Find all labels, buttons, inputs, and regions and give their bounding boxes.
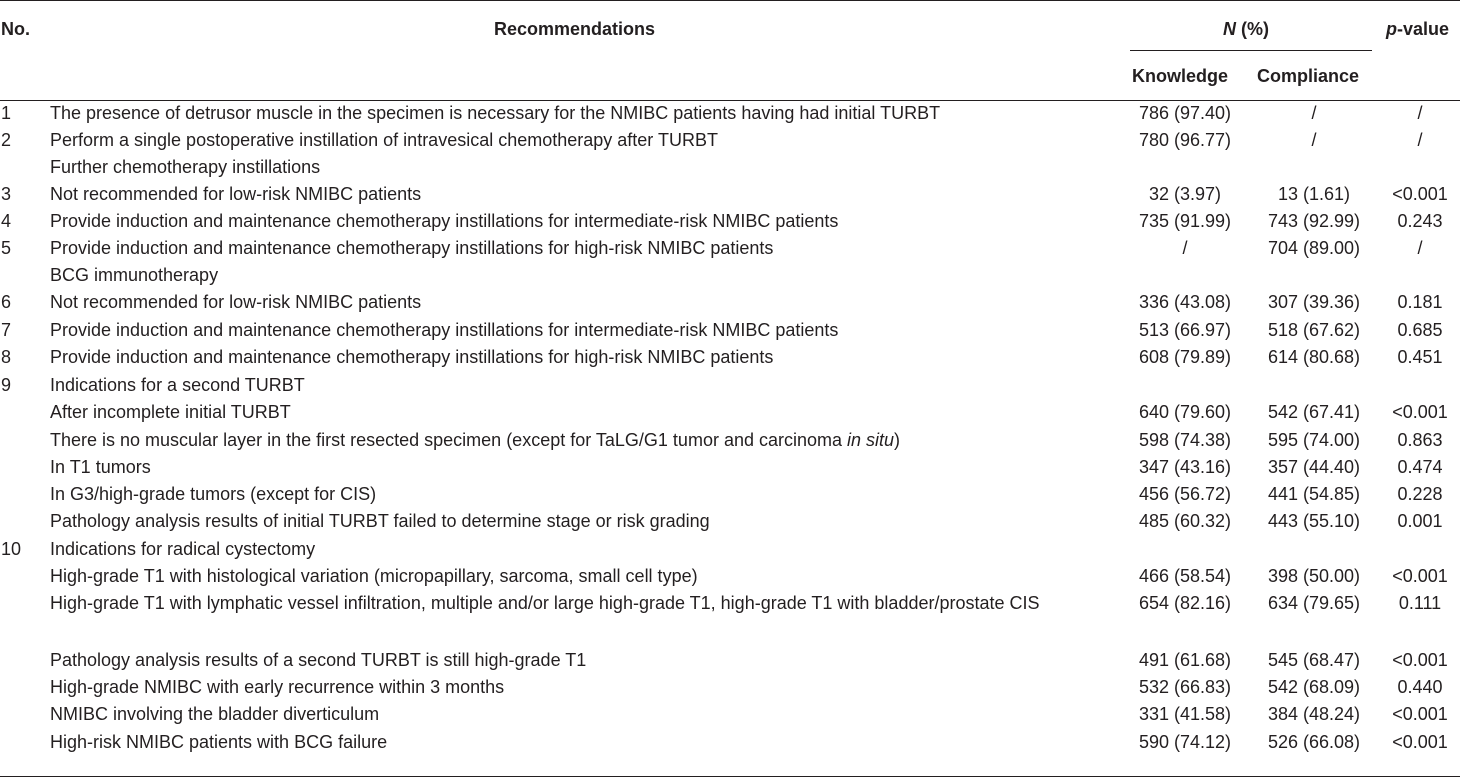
header-n-rest: (%) [1236,19,1269,39]
row-recommendation: Provide induction and maintenance chemotherapy instillations for intermediate-risk NMIBC patients [50,320,839,340]
knowledge-value: 491 (61.68) [1138,650,1232,670]
knowledge-value: 598 (74.38) [1138,430,1232,450]
row-recommendation: High-risk NMIBC patients with BCG failure [50,732,388,752]
knowledge-value: 654 (82.16) [1138,593,1232,613]
compliance-value: 743 (92.99) [1267,211,1361,231]
header-n-italic: N [1223,19,1236,39]
knowledge-value: 786 (97.40) [1138,103,1232,123]
table-row [0,289,1460,315]
row-number: 1 [1,103,12,123]
knowledge-value: 590 (74.12) [1138,732,1232,752]
bottom-rule [0,776,1460,777]
p-value: <0.001 [1392,650,1448,670]
header-compliance: Compliance [1257,66,1360,86]
compliance-value: 441 (54.85) [1267,484,1361,504]
p-value: 0.474 [1397,457,1443,477]
row-recommendation: High-grade T1 with histological variation (micropapillary, sarcoma, small cell type) [50,566,698,586]
compliance-value: 542 (68.09) [1267,677,1361,697]
p-value: <0.001 [1392,402,1448,422]
p-value: 0.863 [1397,430,1443,450]
knowledge-value: 608 (79.89) [1138,347,1232,367]
row-recommendation: Not recommended for low-risk NMIBC patients [50,184,422,204]
compliance-value: 634 (79.65) [1267,593,1361,613]
table-row [0,481,1460,507]
n-group-rule [1130,50,1372,51]
table-row [0,372,1460,398]
knowledge-value: / [1182,238,1188,258]
compliance-value: 614 (80.68) [1267,347,1361,367]
table-row [0,674,1460,700]
p-value: 0.451 [1397,347,1443,367]
compliance-value: 518 (67.62) [1267,320,1361,340]
knowledge-value: 336 (43.08) [1138,292,1232,312]
table-row [0,590,1460,642]
knowledge-value: 331 (41.58) [1138,704,1232,724]
row-recommendation: In T1 tumors [50,457,151,477]
table-row [0,701,1460,727]
compliance-value: 13 (1.61) [1277,184,1351,204]
header-p-value [1386,18,1449,40]
row-recommendation [50,427,900,453]
knowledge-value: 32 (3.97) [1148,184,1222,204]
header-p-italic: p [1386,19,1397,39]
p-value: 0.111 [1398,593,1442,613]
table-row [0,454,1460,480]
row-number: 4 [1,211,12,231]
table-row [0,262,1460,288]
compliance-value: 357 (44.40) [1267,457,1361,477]
table-row [0,729,1460,755]
row-number: 7 [1,320,12,340]
table-row [0,647,1460,673]
header-no: No. [1,19,30,39]
p-value: / [1417,103,1423,123]
table-row [0,235,1460,261]
table-row [0,536,1460,562]
p-value: / [1417,130,1423,150]
row-recommendation: NMIBC involving the bladder diverticulum [50,704,380,724]
table-row [0,344,1460,370]
compliance-value: 595 (74.00) [1267,430,1361,450]
compliance-value: 307 (39.36) [1267,292,1361,312]
table-row [0,208,1460,234]
compliance-value: / [1311,103,1317,123]
table-row [0,181,1460,207]
row-recommendation: Perform a single postoperative instillation of intravesical chemotherapy after TURBT [50,130,718,150]
row-recommendation: Provide induction and maintenance chemotherapy instillations for high-risk NMIBC patients [50,238,774,258]
header-recommendations: Recommendations [494,19,656,39]
p-value: <0.001 [1392,704,1448,724]
row-number: 2 [1,130,12,150]
row-number: 8 [1,347,12,367]
header-n-percent [1223,18,1269,40]
table-row [0,100,1460,126]
row-recommendation: Indications for a second TURBT [50,375,305,395]
row-recommendation: Pathology analysis results of initial TURBT failed to determine stage or risk grading [50,511,710,531]
table-row [0,508,1460,534]
knowledge-value: 780 (96.77) [1138,130,1232,150]
row-recommendation: After incomplete initial TURBT [50,402,291,422]
knowledge-value: 532 (66.83) [1138,677,1232,697]
compliance-value: 526 (66.08) [1267,732,1361,752]
compliance-value: 545 (68.47) [1267,650,1361,670]
table-row [0,563,1460,589]
table-row [0,427,1460,453]
row-recommendation: Further chemotherapy instillations [50,157,321,177]
compliance-value: 443 (55.10) [1267,511,1361,531]
row-recommendation: High-grade T1 with lymphatic vessel infiltration, multiple and/or large high-grade T1, high-grade T1 with bladder/prostate CIS [50,593,1040,613]
compliance-value: / [1311,130,1317,150]
row-recommendation: Provide induction and maintenance chemotherapy instillations for high-risk NMIBC patients [50,347,774,367]
row-recommendation: BCG immunotherapy [50,265,219,285]
row-text-italic: in situ [847,430,895,450]
p-value: 0.685 [1397,320,1443,340]
p-value: <0.001 [1392,184,1448,204]
row-recommendation: The presence of detrusor muscle in the specimen is necessary for the NMIBC patients having had initial TURBT [50,103,941,123]
table-row [0,399,1460,425]
header-p-rest: -value [1397,19,1450,39]
knowledge-value: 456 (56.72) [1138,484,1232,504]
p-value: <0.001 [1392,732,1448,752]
knowledge-value: 735 (91.99) [1138,211,1232,231]
p-value: 0.243 [1397,211,1443,231]
knowledge-value: 485 (60.32) [1138,511,1232,531]
row-recommendation: High-grade NMIBC with early recurrence within 3 months [50,677,505,697]
knowledge-value: 640 (79.60) [1138,402,1232,422]
knowledge-value: 347 (43.16) [1138,457,1232,477]
p-value: 0.228 [1397,484,1443,504]
row-number: 10 [1,539,22,559]
row-text-part: ) [894,430,901,450]
row-number: 3 [1,184,12,204]
p-value: 0.181 [1397,292,1443,312]
row-recommendation: Provide induction and maintenance chemotherapy instillations for intermediate-risk NMIBC patients [50,211,839,231]
table-row [0,127,1460,153]
header-knowledge: Knowledge [1132,66,1229,86]
row-number: 5 [1,238,12,258]
p-value: <0.001 [1392,566,1448,586]
knowledge-value: 466 (58.54) [1138,566,1232,586]
row-recommendation: In G3/high-grade tumors (except for CIS) [50,484,377,504]
row-recommendation: Not recommended for low-risk NMIBC patients [50,292,422,312]
table-row [0,317,1460,343]
compliance-value: 384 (48.24) [1267,704,1361,724]
compliance-value: 704 (89.00) [1267,238,1361,258]
compliance-value: 542 (67.41) [1267,402,1361,422]
row-recommendation: Pathology analysis results of a second TURBT is still high-grade T1 [50,650,587,670]
row-recommendation: Indications for radical cystectomy [50,539,316,559]
row-number: 9 [1,375,12,395]
p-value: / [1417,238,1423,258]
p-value: 0.440 [1397,677,1443,697]
p-value: 0.001 [1397,511,1443,531]
row-number: 6 [1,292,12,312]
compliance-value: 398 (50.00) [1267,566,1361,586]
knowledge-value: 513 (66.97) [1138,320,1232,340]
table-row [0,154,1460,180]
top-rule [0,0,1460,1]
row-text-part: There is no muscular layer in the first resected specimen (except for TaLG/G1 tumor and carcinoma [50,430,848,450]
